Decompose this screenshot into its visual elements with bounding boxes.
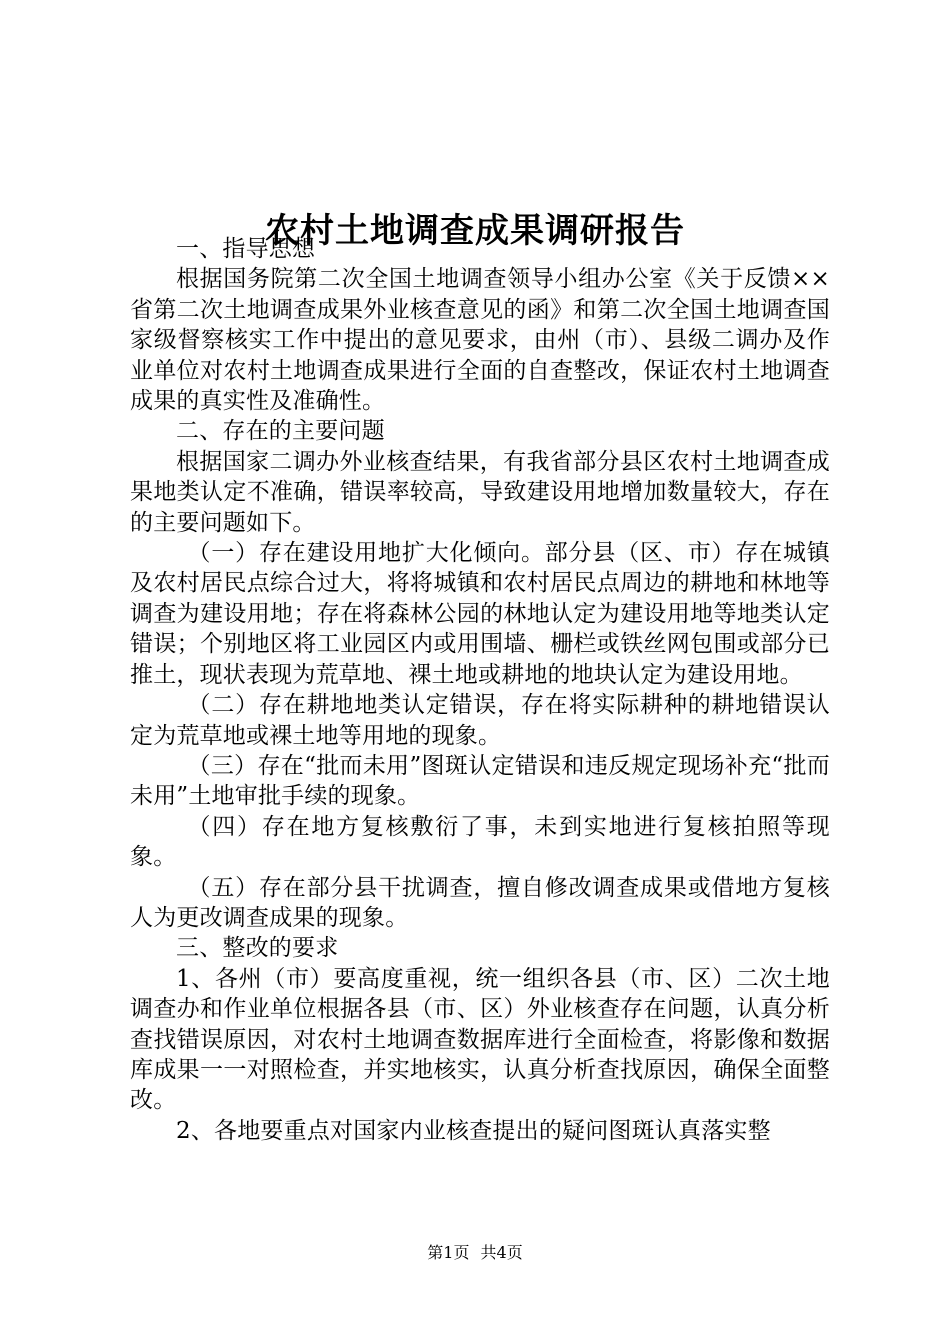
section-heading-rectification: 三、整改的要求 [176,935,339,962]
paragraph-problems-intro: 根据国家二调办外业核查结果，有我省部分县区农村土地调查成果地类认定不准确，错误率较高，导致建设用地增加数量较大，存在的主要问题如下。 [130,448,830,536]
page-total: 共4页 [480,1243,523,1262]
page-footer [0,1242,950,1264]
section-heading-main-problems: 二、存在的主要问题 [176,418,385,445]
paragraph-problem-2: （二）存在耕地地类认定错误，存在将实际耕种的耕地错误认定为荒草地或裸土地等用地的现象。 [130,692,830,749]
document-body [130,234,830,1146]
page-number: 第1页 [427,1243,470,1262]
page-title: 农村土地调查成果调研报告 [265,210,685,251]
paragraph-problem-4: （四）存在地方复核敷衍了事，未到实地进行复核拍照等现象。 [130,813,830,871]
paragraph-problem-1: （一）存在建设用地扩大化倾向。部分县（区、市）存在城镇及农村居民点综合过大，将将城镇和农村居民点周边的耕地和林地等调查为建设用地；存在将森林公园的林地认定为建设用地等地类认定错误；个别地区将工业园区内或用围墙、栅栏或铁丝网包围或部分已推土，现状表现为荒草地、裸土地或耕地的地块认定为建设用地。 [130,540,830,688]
paragraph-requirement-1: 1、各州（市）要高度重视，统一组织各县（市、区）二次土地调查办和作业单位根据各县（市、区）外业核查存在问题，认真分析查找错误原因，对农村土地调查数据库进行全面检查，将影像和数据库成果一一对照检查，并实地核实，认真分析查找原因，确保全面整改。 [130,965,830,1114]
paragraph-problem-5: （五）存在部分县干扰调查，擅自修改调查成果或借地方复核人为更改调查成果的现象。 [130,874,830,931]
paragraph-guiding-ideology: 根据国务院第二次全国土地调查领导小组办公室《关于反馈××省第二次土地调查成果外业核查意见的函》和第二次全国土地调查国家级督察核实工作中提出的意见要求，由州（市）、县级二调办及作业单位对农村土地调查成果进行全面的自查整改，保证农村土地调查成果的真实性及准确性。 [130,266,830,415]
section-heading-guiding-ideology: 一、指导思想 [176,236,316,262]
paragraph-problem-3: （三）存在“批而未用”图斑认定错误和违反规定现场补充“批而未用”土地审批手续的现象。 [130,752,830,810]
paragraph-requirement-2: 2、各地要重点对国家内业核查提出的疑问图斑认真落实整 [176,1117,771,1144]
